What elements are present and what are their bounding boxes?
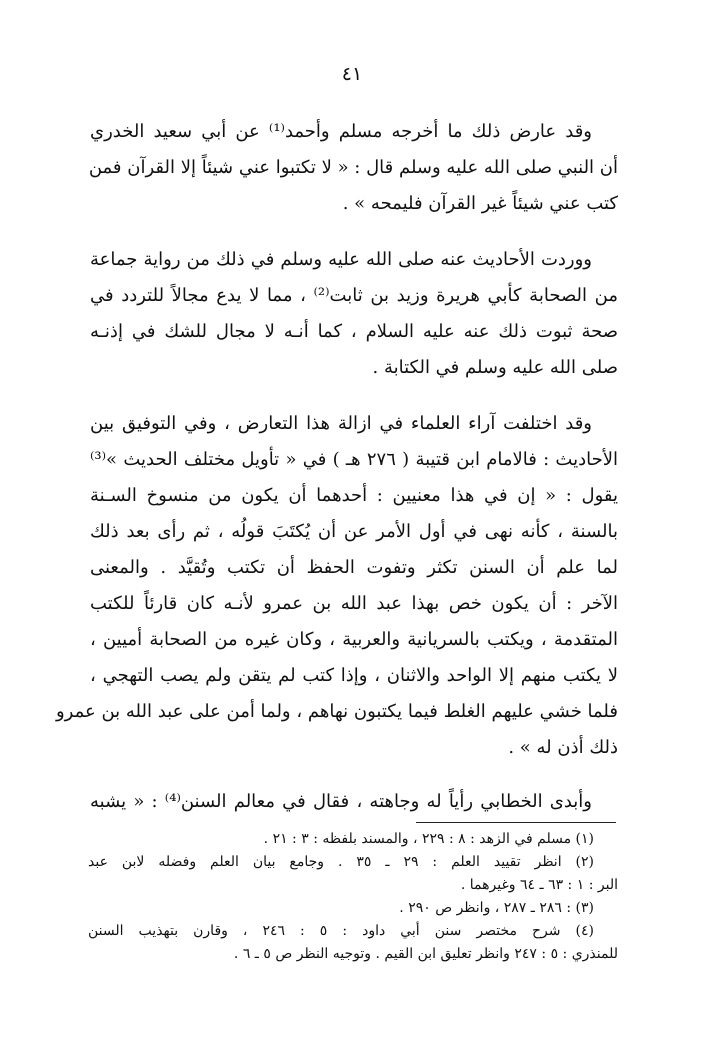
footnote-line: للمنذري : ٥ : ٢٤٧ وانظر تعليق ابن القيم . وتوجيه النظر ص ٥ ـ ٦ . — [233, 946, 618, 962]
footnote-line: (٤) شرح مختصر سنن أبي داود : ٥ : ٢٤٦ ، وقارن بتهذيب السنن — [88, 923, 594, 939]
text-line: صلى الله عليه وسلم في الكتابة . — [372, 357, 618, 378]
text-line: فلما خشي عليهم الغلط فيما يكتبون نهاهم ، ولما أمن على عبد الله بن عمرو — [55, 701, 618, 722]
paragraph-gap — [90, 222, 618, 242]
text-line: وأبدى الخطابي رأياً له وجاهته ، فقال في معالم السنن⁽⁴⁾ : « يشبه — [90, 791, 592, 812]
text-line: أن النبي صلى الله عليه وسلم قال : « لا تكتبوا عني شيئاً إلا القرآن فمن — [88, 157, 618, 178]
text-line: وقد اختلفت آراء العلماء في ازالة هذا التعارض ، وفي التوفيق بين — [90, 413, 592, 434]
text-line: وقد عارض ذلك ما أخرجه مسلم وأحمد⁽¹⁾ عن أبي سعيد الخدري — [90, 121, 592, 142]
text-line: لما علم أن السنن تكثر وتفوت الحفظ أن تكتب وتُقيَّد . والمعنى — [90, 557, 618, 578]
text-line: يقول : « إن في هذا معنيين : أحدهما أن يكون من منسوخ السـنة — [90, 485, 618, 506]
footnote-separator — [416, 822, 616, 823]
paragraph — [90, 784, 618, 820]
text-line: الأحاديث : فالامام ابن قتيبة ( ٢٧٦ هـ ) في « تأويل مختلف الحديث »⁽³⁾ — [90, 449, 618, 470]
text-line: كتب عني شيئاً غير القرآن فليمحه » . — [342, 193, 618, 214]
text-line: ووردت الأحاديث عنه صلى الله عليه وسلم في ذلك من رواية جماعة — [90, 249, 592, 270]
footnote-line: (١) مسلم في الزهد : ٨ : ٢٢٩ ، والمسند بلفظه : ٣ : ٢١ . — [263, 831, 594, 847]
page-number: ٤١ — [341, 63, 363, 85]
text-line: صحة ثبوت ذلك عنه عليه السلام ، كما أنـه لا مجال للشك في إذنـه — [90, 321, 618, 342]
paragraph-gap — [90, 766, 618, 784]
text-line: لا يكتب منهم إلا الواحد والاثنان ، وإذا كتب لم يتقن ولم يصب التهجي ، — [90, 665, 618, 686]
text-line: الآخر : أن يكون خص بهذا عبد الله بن عمرو لأنـه كان قارئاً للكتب — [90, 593, 618, 614]
text-line: بالسنة ، كأنه نهى في أول الأمر عن أن يُكتَبَ قولُه ، ثم رأى بعد ذلك — [90, 521, 618, 542]
footnote-line: (٣) : ٢٨٦ ـ ٢٨٧ ، وانظر ص ٢٩٠ . — [399, 900, 594, 916]
footnote-line: البر : ١ : ٦٣ ـ ٦٤ وغيرهما . — [460, 877, 618, 893]
paragraph-gap — [90, 386, 618, 406]
footnotes — [88, 828, 618, 966]
paragraph — [90, 242, 618, 386]
footnote-line: (٢) انظر تقييد العلم : ٢٩ ـ ٣٥ . وجامع بيان العلم وفضله لابن عبد — [88, 854, 594, 870]
text-line: من الصحابة كأبي هريرة وزيد بن ثابت⁽²⁾ ، مما لا يدع مجالاً للتردد في — [90, 285, 618, 306]
text-line: المتقدمة ، ويكتب بالسريانية والعربية ، وكان غيره من الصحابة أميين ، — [90, 629, 618, 650]
paragraph — [55, 406, 618, 766]
text-line: ذلك أذن له » . — [508, 737, 618, 758]
paragraph — [90, 114, 618, 222]
main-text — [55, 114, 618, 820]
